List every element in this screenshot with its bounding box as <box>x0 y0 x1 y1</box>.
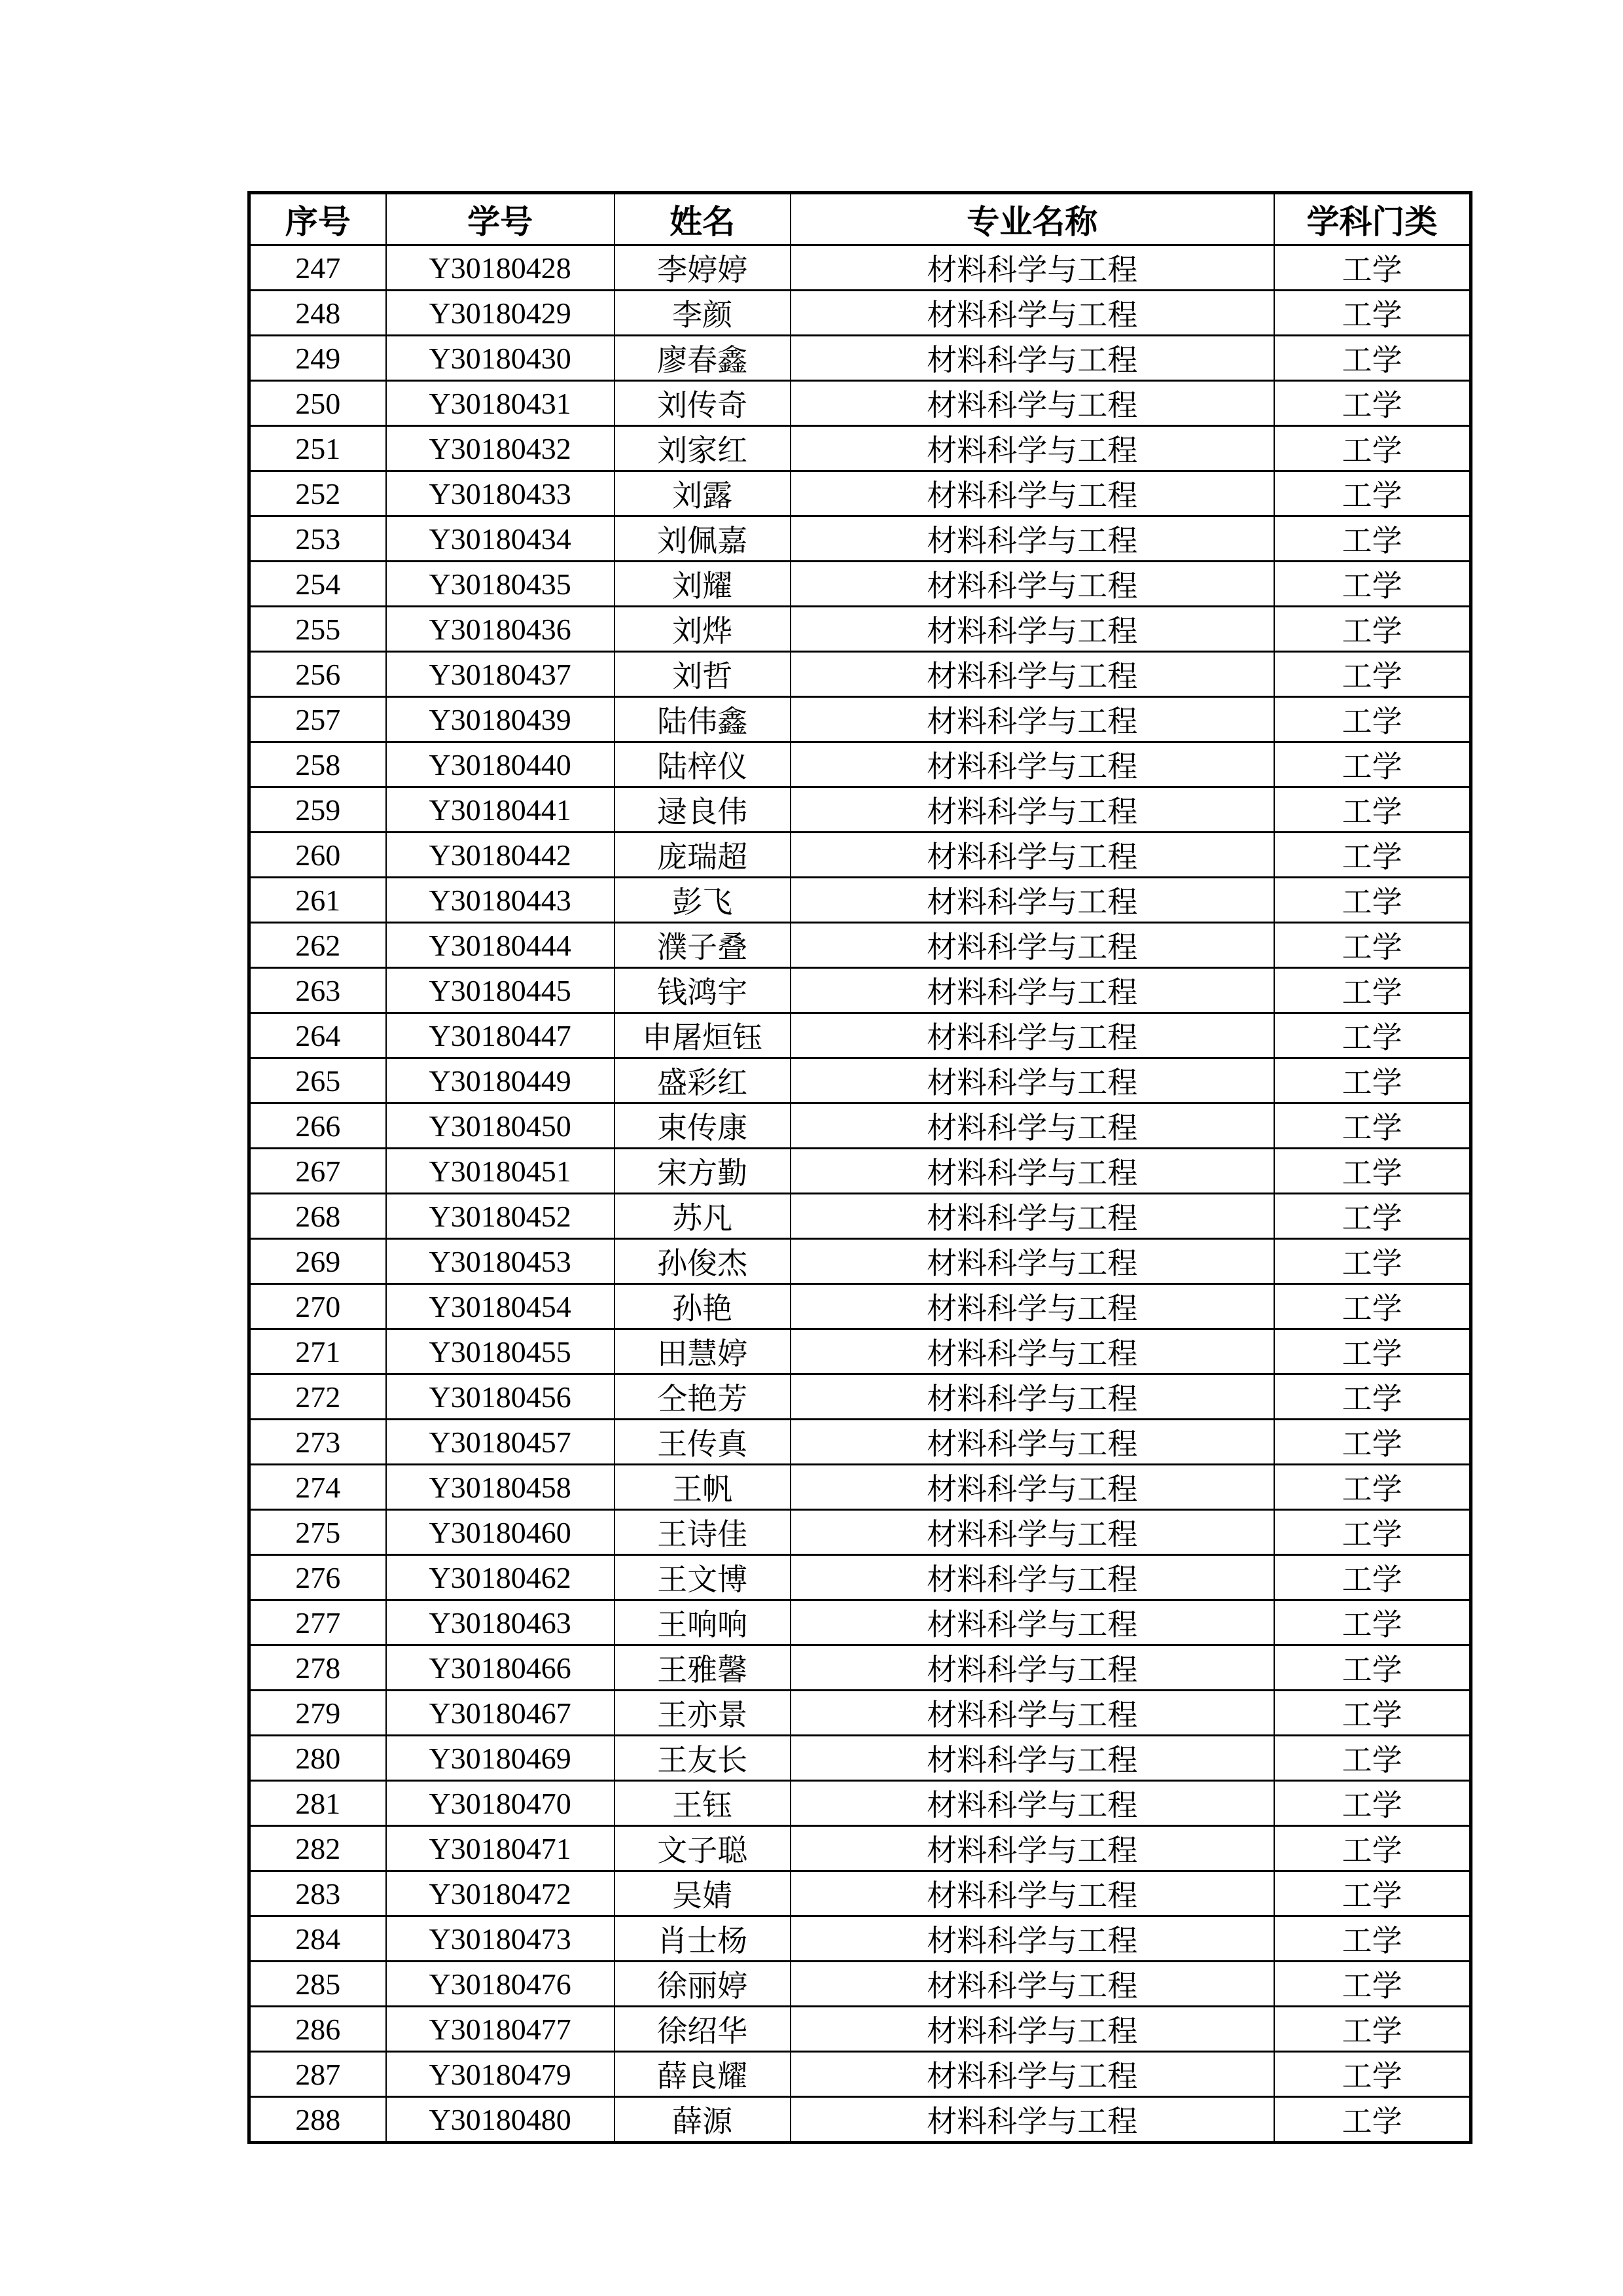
student-id-cell: Y30180466 <box>386 1645 615 1691</box>
student-id-cell: Y30180442 <box>386 833 615 878</box>
table-row <box>249 562 1471 607</box>
discipline-category-cell: 工学 <box>1274 245 1471 291</box>
major-name-cell: 材料科学与工程 <box>791 1510 1274 1555</box>
major-name-cell: 材料科学与工程 <box>791 1149 1274 1194</box>
name-cell: 陆伟鑫 <box>615 697 791 742</box>
discipline-category-cell: 工学 <box>1274 652 1471 697</box>
major-name-cell: 材料科学与工程 <box>791 1916 1274 1962</box>
serial-number-cell: 275 <box>249 1510 386 1555</box>
major-name-cell: 材料科学与工程 <box>791 2007 1274 2052</box>
name-cell: 李婷婷 <box>615 245 791 291</box>
student-id-cell: Y30180467 <box>386 1691 615 1736</box>
header-student-id: 学号 <box>386 193 615 245</box>
student-id-cell: Y30180458 <box>386 1465 615 1510</box>
table-row <box>249 1645 1471 1691</box>
major-name-cell: 材料科学与工程 <box>791 923 1274 968</box>
table-row <box>249 1465 1471 1510</box>
major-name-cell: 材料科学与工程 <box>791 1962 1274 2007</box>
major-name-cell: 材料科学与工程 <box>791 607 1274 652</box>
discipline-category-cell: 工学 <box>1274 607 1471 652</box>
major-name-cell: 材料科学与工程 <box>791 1645 1274 1691</box>
table-row <box>249 923 1471 968</box>
table-row <box>249 381 1471 426</box>
discipline-category-cell: 工学 <box>1274 1645 1471 1691</box>
table-row <box>249 968 1471 1013</box>
serial-number-cell: 276 <box>249 1555 386 1600</box>
discipline-category-cell: 工学 <box>1274 2097 1471 2143</box>
name-cell: 王亦景 <box>615 1691 791 1736</box>
student-id-cell: Y30180476 <box>386 1962 615 2007</box>
table-row <box>249 1826 1471 1871</box>
table-row <box>249 1194 1471 1239</box>
major-name-cell: 材料科学与工程 <box>791 1420 1274 1465</box>
serial-number-cell: 271 <box>249 1329 386 1374</box>
student-id-cell: Y30180472 <box>386 1871 615 1916</box>
student-id-cell: Y30180470 <box>386 1781 615 1826</box>
table-row <box>249 1871 1471 1916</box>
discipline-category-cell: 工学 <box>1274 1149 1471 1194</box>
table-row <box>249 1103 1471 1149</box>
discipline-category-cell: 工学 <box>1274 1781 1471 1826</box>
table-row <box>249 1374 1471 1420</box>
student-id-cell: Y30180455 <box>386 1329 615 1374</box>
discipline-category-cell: 工学 <box>1274 516 1471 562</box>
major-name-cell: 材料科学与工程 <box>791 1058 1274 1103</box>
discipline-category-cell: 工学 <box>1274 2007 1471 2052</box>
discipline-category-cell: 工学 <box>1274 1058 1471 1103</box>
header-major-name: 专业名称 <box>791 193 1274 245</box>
major-name-cell: 材料科学与工程 <box>791 291 1274 336</box>
table-row <box>249 878 1471 923</box>
name-cell: 王文博 <box>615 1555 791 1600</box>
name-cell: 刘传奇 <box>615 381 791 426</box>
student-id-cell: Y30180439 <box>386 697 615 742</box>
name-cell: 薛源 <box>615 2097 791 2143</box>
discipline-category-cell: 工学 <box>1274 1420 1471 1465</box>
discipline-category-cell: 工学 <box>1274 1916 1471 1962</box>
student-id-cell: Y30180444 <box>386 923 615 968</box>
major-name-cell: 材料科学与工程 <box>791 787 1274 833</box>
major-name-cell: 材料科学与工程 <box>791 426 1274 471</box>
table-row <box>249 1510 1471 1555</box>
major-name-cell: 材料科学与工程 <box>791 516 1274 562</box>
discipline-category-cell: 工学 <box>1274 1374 1471 1420</box>
table-row <box>249 2052 1471 2097</box>
major-name-cell: 材料科学与工程 <box>791 1871 1274 1916</box>
major-name-cell: 材料科学与工程 <box>791 1103 1274 1149</box>
name-cell: 刘哲 <box>615 652 791 697</box>
student-roster-table <box>247 191 1472 2144</box>
major-name-cell: 材料科学与工程 <box>791 1736 1274 1781</box>
serial-number-cell: 270 <box>249 1284 386 1329</box>
major-name-cell: 材料科学与工程 <box>791 878 1274 923</box>
major-name-cell: 材料科学与工程 <box>791 1691 1274 1736</box>
discipline-category-cell: 工学 <box>1274 1736 1471 1781</box>
table-row <box>249 245 1471 291</box>
serial-number-cell: 282 <box>249 1826 386 1871</box>
major-name-cell: 材料科学与工程 <box>791 2052 1274 2097</box>
student-id-cell: Y30180477 <box>386 2007 615 2052</box>
name-cell: 李颜 <box>615 291 791 336</box>
table-row <box>249 2097 1471 2143</box>
table-header-row <box>249 193 1471 245</box>
name-cell: 王钰 <box>615 1781 791 1826</box>
discipline-category-cell: 工学 <box>1274 1103 1471 1149</box>
discipline-category-cell: 工学 <box>1274 426 1471 471</box>
serial-number-cell: 279 <box>249 1691 386 1736</box>
table-row <box>249 426 1471 471</box>
discipline-category-cell: 工学 <box>1274 2052 1471 2097</box>
discipline-category-cell: 工学 <box>1274 1871 1471 1916</box>
serial-number-cell: 278 <box>249 1645 386 1691</box>
serial-number-cell: 255 <box>249 607 386 652</box>
discipline-category-cell: 工学 <box>1274 1600 1471 1645</box>
name-cell: 廖春鑫 <box>615 336 791 381</box>
discipline-category-cell: 工学 <box>1274 1826 1471 1871</box>
discipline-category-cell: 工学 <box>1274 336 1471 381</box>
serial-number-cell: 283 <box>249 1871 386 1916</box>
major-name-cell: 材料科学与工程 <box>791 652 1274 697</box>
serial-number-cell: 259 <box>249 787 386 833</box>
serial-number-cell: 280 <box>249 1736 386 1781</box>
name-cell: 申屠烜钰 <box>615 1013 791 1058</box>
name-cell: 文子聪 <box>615 1826 791 1871</box>
student-id-cell: Y30180450 <box>386 1103 615 1149</box>
student-id-cell: Y30180457 <box>386 1420 615 1465</box>
discipline-category-cell: 工学 <box>1274 1465 1471 1510</box>
name-cell: 王雅馨 <box>615 1645 791 1691</box>
discipline-category-cell: 工学 <box>1274 1691 1471 1736</box>
serial-number-cell: 284 <box>249 1916 386 1962</box>
serial-number-cell: 273 <box>249 1420 386 1465</box>
serial-number-cell: 263 <box>249 968 386 1013</box>
serial-number-cell: 262 <box>249 923 386 968</box>
major-name-cell: 材料科学与工程 <box>791 1826 1274 1871</box>
name-cell: 濮子叠 <box>615 923 791 968</box>
name-cell: 苏凡 <box>615 1194 791 1239</box>
serial-number-cell: 266 <box>249 1103 386 1149</box>
student-id-cell: Y30180428 <box>386 245 615 291</box>
discipline-category-cell: 工学 <box>1274 1555 1471 1600</box>
discipline-category-cell: 工学 <box>1274 1510 1471 1555</box>
table-row <box>249 1149 1471 1194</box>
student-id-cell: Y30180435 <box>386 562 615 607</box>
serial-number-cell: 277 <box>249 1600 386 1645</box>
table-row <box>249 1329 1471 1374</box>
major-name-cell: 材料科学与工程 <box>791 1465 1274 1510</box>
major-name-cell: 材料科学与工程 <box>791 562 1274 607</box>
serial-number-cell: 272 <box>249 1374 386 1420</box>
student-id-cell: Y30180449 <box>386 1058 615 1103</box>
name-cell: 孙艳 <box>615 1284 791 1329</box>
table-row <box>249 336 1471 381</box>
name-cell: 吴婧 <box>615 1871 791 1916</box>
table-row <box>249 652 1471 697</box>
discipline-category-cell: 工学 <box>1274 697 1471 742</box>
roster-table-body <box>249 245 1471 2143</box>
discipline-category-cell: 工学 <box>1274 1962 1471 2007</box>
discipline-category-cell: 工学 <box>1274 471 1471 516</box>
table-row <box>249 291 1471 336</box>
major-name-cell: 材料科学与工程 <box>791 697 1274 742</box>
student-id-cell: Y30180434 <box>386 516 615 562</box>
serial-number-cell: 260 <box>249 833 386 878</box>
major-name-cell: 材料科学与工程 <box>791 381 1274 426</box>
table-row <box>249 2007 1471 2052</box>
table-row <box>249 607 1471 652</box>
serial-number-cell: 251 <box>249 426 386 471</box>
name-cell: 束传康 <box>615 1103 791 1149</box>
serial-number-cell: 256 <box>249 652 386 697</box>
name-cell: 钱鸿宇 <box>615 968 791 1013</box>
major-name-cell: 材料科学与工程 <box>791 742 1274 787</box>
serial-number-cell: 281 <box>249 1781 386 1826</box>
major-name-cell: 材料科学与工程 <box>791 1600 1274 1645</box>
table-row <box>249 1420 1471 1465</box>
table-row <box>249 1058 1471 1103</box>
name-cell: 刘佩嘉 <box>615 516 791 562</box>
header-discipline-category: 学科门类 <box>1274 193 1471 245</box>
name-cell: 陆梓仪 <box>615 742 791 787</box>
discipline-category-cell: 工学 <box>1274 562 1471 607</box>
student-id-cell: Y30180433 <box>386 471 615 516</box>
name-cell: 肖士杨 <box>615 1916 791 1962</box>
student-id-cell: Y30180460 <box>386 1510 615 1555</box>
serial-number-cell: 285 <box>249 1962 386 2007</box>
serial-number-cell: 267 <box>249 1149 386 1194</box>
name-cell: 王响响 <box>615 1600 791 1645</box>
name-cell: 田慧婷 <box>615 1329 791 1374</box>
name-cell: 王友长 <box>615 1736 791 1781</box>
student-id-cell: Y30180480 <box>386 2097 615 2143</box>
discipline-category-cell: 工学 <box>1274 291 1471 336</box>
discipline-category-cell: 工学 <box>1274 381 1471 426</box>
table-row <box>249 1691 1471 1736</box>
major-name-cell: 材料科学与工程 <box>791 245 1274 291</box>
student-id-cell: Y30180441 <box>386 787 615 833</box>
table-row <box>249 833 1471 878</box>
student-id-cell: Y30180432 <box>386 426 615 471</box>
student-id-cell: Y30180462 <box>386 1555 615 1600</box>
name-cell: 孙俊杰 <box>615 1239 791 1284</box>
student-id-cell: Y30180429 <box>386 291 615 336</box>
table-row <box>249 1284 1471 1329</box>
table-row <box>249 471 1471 516</box>
student-id-cell: Y30180453 <box>386 1239 615 1284</box>
table-row <box>249 1736 1471 1781</box>
name-cell: 王诗佳 <box>615 1510 791 1555</box>
student-id-cell: Y30180479 <box>386 2052 615 2097</box>
table-row <box>249 697 1471 742</box>
name-cell: 庞瑞超 <box>615 833 791 878</box>
table-row <box>249 1916 1471 1962</box>
student-id-cell: Y30180451 <box>386 1149 615 1194</box>
discipline-category-cell: 工学 <box>1274 968 1471 1013</box>
serial-number-cell: 248 <box>249 291 386 336</box>
serial-number-cell: 269 <box>249 1239 386 1284</box>
discipline-category-cell: 工学 <box>1274 1239 1471 1284</box>
table-row <box>249 1600 1471 1645</box>
serial-number-cell: 252 <box>249 471 386 516</box>
name-cell: 刘烨 <box>615 607 791 652</box>
student-id-cell: Y30180436 <box>386 607 615 652</box>
student-id-cell: Y30180437 <box>386 652 615 697</box>
name-cell: 王传真 <box>615 1420 791 1465</box>
student-id-cell: Y30180430 <box>386 336 615 381</box>
major-name-cell: 材料科学与工程 <box>791 1781 1274 1826</box>
table-row <box>249 1781 1471 1826</box>
name-cell: 徐绍华 <box>615 2007 791 2052</box>
serial-number-cell: 265 <box>249 1058 386 1103</box>
student-id-cell: Y30180456 <box>386 1374 615 1420</box>
name-cell: 王帆 <box>615 1465 791 1510</box>
header-name: 姓名 <box>615 193 791 245</box>
major-name-cell: 材料科学与工程 <box>791 1284 1274 1329</box>
serial-number-cell: 274 <box>249 1465 386 1510</box>
major-name-cell: 材料科学与工程 <box>791 2097 1274 2143</box>
discipline-category-cell: 工学 <box>1274 787 1471 833</box>
discipline-category-cell: 工学 <box>1274 742 1471 787</box>
table-row <box>249 742 1471 787</box>
table-row <box>249 787 1471 833</box>
name-cell: 刘露 <box>615 471 791 516</box>
major-name-cell: 材料科学与工程 <box>791 1013 1274 1058</box>
major-name-cell: 材料科学与工程 <box>791 968 1274 1013</box>
table-row <box>249 1013 1471 1058</box>
serial-number-cell: 250 <box>249 381 386 426</box>
major-name-cell: 材料科学与工程 <box>791 1555 1274 1600</box>
serial-number-cell: 253 <box>249 516 386 562</box>
student-id-cell: Y30180463 <box>386 1600 615 1645</box>
name-cell: 盛彩红 <box>615 1058 791 1103</box>
table-row <box>249 1239 1471 1284</box>
serial-number-cell: 247 <box>249 245 386 291</box>
discipline-category-cell: 工学 <box>1274 833 1471 878</box>
serial-number-cell: 249 <box>249 336 386 381</box>
student-id-cell: Y30180440 <box>386 742 615 787</box>
major-name-cell: 材料科学与工程 <box>791 1194 1274 1239</box>
name-cell: 徐丽婷 <box>615 1962 791 2007</box>
serial-number-cell: 254 <box>249 562 386 607</box>
major-name-cell: 材料科学与工程 <box>791 336 1274 381</box>
discipline-category-cell: 工学 <box>1274 1329 1471 1374</box>
name-cell: 刘家红 <box>615 426 791 471</box>
student-id-cell: Y30180473 <box>386 1916 615 1962</box>
table-row <box>249 1962 1471 2007</box>
serial-number-cell: 264 <box>249 1013 386 1058</box>
serial-number-cell: 257 <box>249 697 386 742</box>
name-cell: 逯良伟 <box>615 787 791 833</box>
discipline-category-cell: 工学 <box>1274 1284 1471 1329</box>
serial-number-cell: 286 <box>249 2007 386 2052</box>
discipline-category-cell: 工学 <box>1274 1194 1471 1239</box>
table-row <box>249 516 1471 562</box>
name-cell: 宋方勤 <box>615 1149 791 1194</box>
table-row <box>249 1555 1471 1600</box>
header-serial-number: 序号 <box>249 193 386 245</box>
name-cell: 刘耀 <box>615 562 791 607</box>
major-name-cell: 材料科学与工程 <box>791 1374 1274 1420</box>
discipline-category-cell: 工学 <box>1274 1013 1471 1058</box>
serial-number-cell: 268 <box>249 1194 386 1239</box>
student-id-cell: Y30180452 <box>386 1194 615 1239</box>
serial-number-cell: 287 <box>249 2052 386 2097</box>
student-id-cell: Y30180454 <box>386 1284 615 1329</box>
major-name-cell: 材料科学与工程 <box>791 1239 1274 1284</box>
major-name-cell: 材料科学与工程 <box>791 1329 1274 1374</box>
student-id-cell: Y30180445 <box>386 968 615 1013</box>
major-name-cell: 材料科学与工程 <box>791 833 1274 878</box>
discipline-category-cell: 工学 <box>1274 923 1471 968</box>
discipline-category-cell: 工学 <box>1274 878 1471 923</box>
student-id-cell: Y30180469 <box>386 1736 615 1781</box>
student-id-cell: Y30180443 <box>386 878 615 923</box>
serial-number-cell: 258 <box>249 742 386 787</box>
serial-number-cell: 288 <box>249 2097 386 2143</box>
student-id-cell: Y30180447 <box>386 1013 615 1058</box>
name-cell: 薛良耀 <box>615 2052 791 2097</box>
name-cell: 彭飞 <box>615 878 791 923</box>
major-name-cell: 材料科学与工程 <box>791 471 1274 516</box>
student-id-cell: Y30180471 <box>386 1826 615 1871</box>
name-cell: 仝艳芳 <box>615 1374 791 1420</box>
serial-number-cell: 261 <box>249 878 386 923</box>
student-id-cell: Y30180431 <box>386 381 615 426</box>
